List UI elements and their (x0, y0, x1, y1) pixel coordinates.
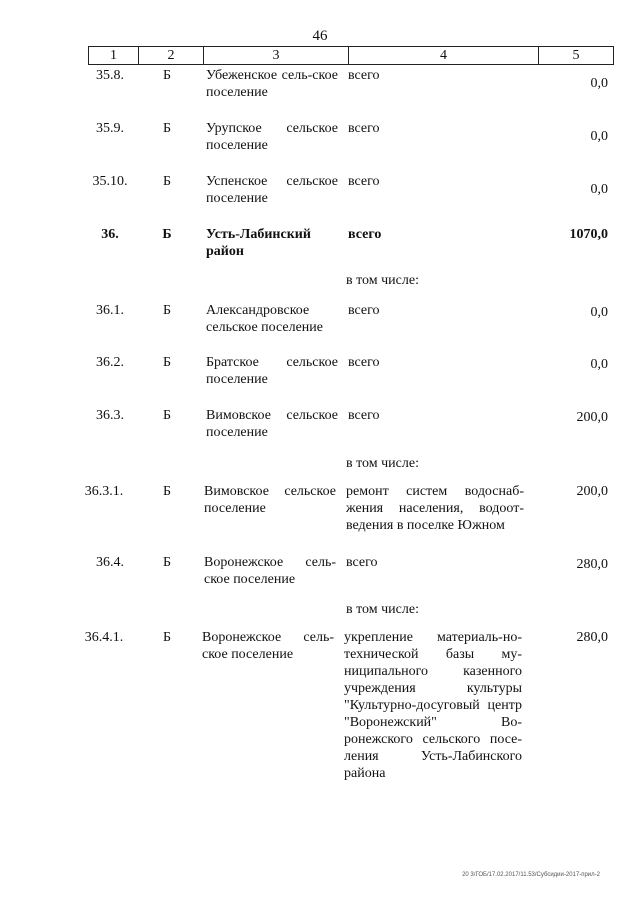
row-value: 1070,0 (569, 227, 608, 242)
row-name: Убеженское сель-ское поселение (206, 68, 338, 100)
row-name: Воронежское сель-ское поселение (204, 555, 336, 587)
row-category: Б (162, 484, 172, 499)
header-col-1: 1 (89, 47, 139, 64)
row-name: Вимовское сельское поселение (204, 484, 336, 516)
row-description: всего (348, 227, 382, 242)
row-number: 36.2. (96, 355, 124, 370)
row-number: 35.10. (92, 174, 128, 189)
header-col-2: 2 (139, 47, 204, 64)
row-description: всего (346, 555, 378, 570)
row-value: 0,0 (590, 357, 608, 372)
row-description: всего (348, 121, 380, 136)
row-category: Б (162, 68, 172, 83)
row-description: всего (348, 174, 380, 189)
row-category: Б (162, 174, 172, 189)
row-category: Б (162, 355, 172, 370)
row-number: 36.4. (96, 555, 124, 570)
row-category: Б (162, 121, 172, 136)
row-description: всего (348, 68, 380, 83)
row-value: 200,0 (576, 484, 608, 499)
row-name: Вимовское сельское поселение (206, 408, 338, 440)
row-name: Братское сельское поселение (206, 355, 338, 387)
row-description: укрепление материаль-но-технической базы му-ниципального казенного учреждения культуры "Культурно-досуговый центр "Воронежский" Во-ронежского сельского посе-ления Усть-Лабинского района (344, 630, 522, 781)
row-name: Успенское сельское поселение (206, 174, 338, 206)
row-value: 0,0 (590, 182, 608, 197)
row-category: Б (162, 555, 172, 570)
row-category: Б (162, 630, 172, 645)
row-name: Воронежское сель-ское поселение (202, 630, 334, 662)
row-value: 0,0 (590, 305, 608, 320)
row-description: всего (348, 355, 380, 370)
row-description: всего (348, 303, 380, 318)
table-header (88, 46, 614, 65)
row-number: 35.8. (96, 68, 124, 83)
row-number: 36.4.1. (84, 630, 124, 645)
row-name: Александровское сельское поселение (206, 303, 323, 335)
header-col-4: 4 (349, 47, 539, 64)
row-description: всего (348, 408, 380, 423)
row-number: 36.3.1. (84, 484, 124, 499)
row-value: 280,0 (576, 630, 608, 645)
row-value: 0,0 (590, 76, 608, 91)
including-note: в том числе: (346, 273, 419, 288)
header-col-3: 3 (204, 47, 349, 64)
row-name: Усть-Лабинский район (206, 227, 311, 259)
including-note: в том числе: (346, 602, 419, 617)
row-category: Б (162, 408, 172, 423)
row-number: 35.9. (96, 121, 124, 136)
row-number: 36.3. (96, 408, 124, 423)
including-note: в том числе: (346, 456, 419, 471)
row-value: 280,0 (576, 557, 608, 572)
row-value: 0,0 (590, 129, 608, 144)
row-name: Урупское сельское поселение (206, 121, 338, 153)
document-footer-code: 20 3/ГОБ/17.02.2017/11.53/Субсидии-2017-прил-2 (462, 872, 600, 878)
page-number: 46 (312, 28, 328, 44)
row-category: Б (162, 227, 172, 242)
row-number: 36. (101, 227, 119, 242)
row-value: 200,0 (576, 410, 608, 425)
row-category: Б (162, 303, 172, 318)
header-col-5: 5 (572, 48, 580, 63)
row-number: 36.1. (96, 303, 124, 318)
row-description: ремонт систем водоснаб-жения населения, водоот-ведения в поселке Южном (346, 484, 524, 533)
